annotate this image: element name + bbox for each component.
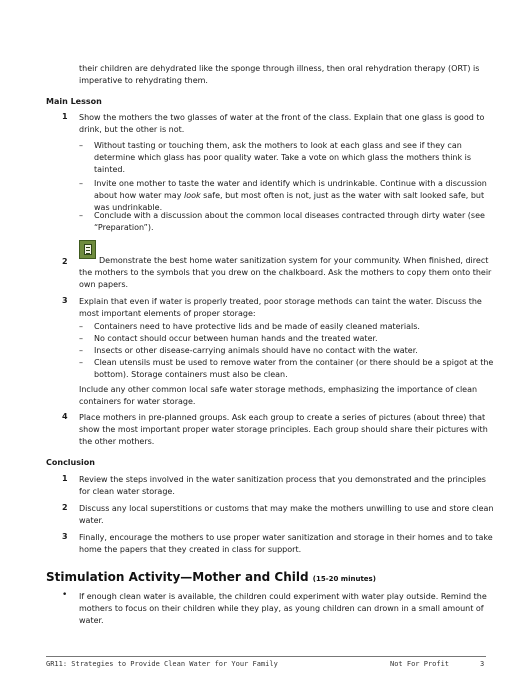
main-lesson-heading: Main Lesson (46, 97, 102, 106)
conclusion-item-3-text: Finally, encourage the mothers to use proper water sanitization and storage in their homes and to take home the papers that they created in class for support. (79, 533, 493, 554)
bullet-marker: • (62, 590, 68, 600)
main-lesson-item-3-number: 3 (62, 296, 68, 305)
footer-page-number: 3 (480, 660, 485, 668)
main-lesson-item-1-text: Show the mothers the two glasses of water at the front of the class. Explain that one glass is good to drink, but the other is not. (79, 113, 485, 134)
conclusion-item-1-number: 1 (62, 474, 68, 483)
main-lesson-item-3-text: Explain that even if water is properly treated, poor storage methods can taint the water. Discuss the most important elements of proper storage: (79, 297, 482, 318)
footer-document-title: GR11: Strategies to Provide Clean Water for Your Family (46, 660, 278, 668)
main-lesson-item-3-extra: Include any other common local safe water storage methods, emphasizing the importance of clean containers for water storage. (79, 385, 478, 406)
main-lesson-item-1-subitem-3: Conclude with a discussion about the common local diseases contracted through dirty water (see “Preparation”). (94, 211, 485, 232)
conclusion-heading: Conclusion (46, 458, 95, 467)
main-lesson-item-3-subitem-1: Containers need to have protective lids and be made of easily cleaned materials. (94, 322, 420, 331)
conclusion-item-2-text: Discuss any local superstitions or customs that may make the mothers unwilling to use and store clean water. (79, 504, 494, 525)
main-lesson-item-4-number: 4 (62, 412, 68, 421)
main-lesson-item-2-text: Demonstrate the best home water sanitization system for your community. When finished, direct the mothers to the symbols that you drew on the chalkboard. Ask the mothers to copy them onto their own papers. (79, 256, 492, 289)
dash-marker: – (79, 141, 83, 150)
dash-marker: – (79, 322, 83, 331)
main-lesson-item-3-subitem-4: Clean utensils must be used to remove water from the container (or there should be a spigot at the bottom). Storage containers must also be clean. (94, 358, 494, 379)
stimulation-bullet-1: If enough clean water is available, the children could experiment with water play outside. Remind the mothers to focus on their children while they play, as young children can drown in a small amount of water. (79, 592, 487, 625)
conclusion-item-3-number: 3 (62, 532, 68, 541)
dash-marker: – (79, 334, 83, 343)
footer-not-for-profit: Not For Profit (390, 660, 450, 668)
main-lesson-item-1-number: 1 (62, 112, 68, 121)
stimulation-activity-title: Stimulation Activity—Mother and Child (15-20 minutes) (46, 570, 376, 584)
dash-marker: – (79, 211, 83, 220)
dash-marker: – (79, 346, 83, 355)
main-lesson-item-4-text: Place mothers in pre-planned groups. Ask each group to create a series of pictures (about three) that show the most important proper water storage principles. Each group should share their pictures with the other mothers. (79, 413, 488, 446)
conclusion-item-1-text: Review the steps involved in the water sanitization process that you demonstrated and the principles for clean water storage. (79, 475, 486, 496)
main-lesson-item-1-subitem-2: Invite one mother to taste the water and identify which is undrinkable. Continue with a discussion about how water may look safe, but most often is not, just as the water with salt looked safe, but was undrinkable. (94, 179, 487, 212)
dash-marker: – (79, 179, 83, 188)
intro-paragraph: their children are dehydrated like the sponge through illness, then oral rehydration therapy (ORT) is imperative to rehydrating them. (79, 64, 480, 85)
conclusion-item-2-number: 2 (62, 503, 68, 512)
main-lesson-item-2-number: 2 (62, 257, 68, 266)
main-lesson-item-1-subitem-1: Without tasting or touching them, ask the mothers to look at each glass and see if they can determine which glass has poor quality water. Take a vote on which glass the mothers think is tainted. (94, 141, 472, 174)
main-lesson-item-3-subitem-3: Insects or other disease-carrying animals should have no contact with the water. (94, 346, 418, 355)
dash-marker: – (79, 358, 83, 367)
main-lesson-item-3-subitem-2: No contact should occur between human hands and the treated water. (94, 334, 378, 343)
footer-divider (46, 656, 486, 657)
